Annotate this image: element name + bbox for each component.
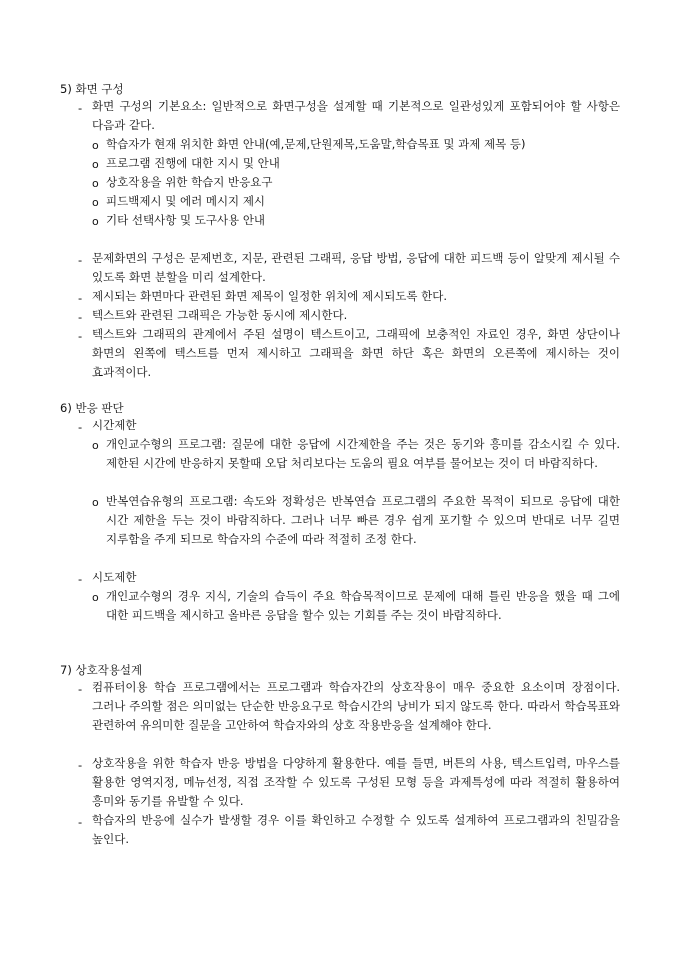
drill-time-limit-text: 반복연습유형의 프로그램: 속도와 정확성은 반복연습 프로그램의 주요한 목적이 되므로 응답에 대한 시간 제한을 두는 것이 바람직하다. 그러나 너무 빠른 경우 쉽게 포기할 수 있으며 반대로 너무 길면 지루함을 주게 되므로 학습자의 수준에 따라 적절히 조정 한다. (106, 494, 620, 546)
screen-element-tools: 기타 선택사항 및 도구사용 안내 (106, 213, 266, 227)
screen-title-position-text: 제시되는 화면마다 관련된 화면 제목이 일정한 위치에 제시되도록 한다. (92, 289, 448, 303)
dash-marker: - (78, 101, 83, 115)
text-graphic-simultaneous-text: 텍스트와 관련된 그래픽은 가능한 동시에 제시한다. (92, 308, 348, 322)
dash-marker: - (78, 758, 83, 772)
response-methods-text: 상호작용을 위한 학습자 반응 방법을 다양하게 활용한다. 예를 들면, 버튼의 사용, 텍스트입력, 마우스를 활용한 영역지정, 메뉴선정, 직접 조작할 수 있도록 구성된 모형 등을 과제특성에 따라 적절히 활용하여 흥미와 동기를 유발할 수 있다. (92, 756, 620, 808)
bullet-marker: o (92, 139, 99, 152)
screen-element-progress-guide: 프로그램 진행에 대한 지시 및 안내 (106, 156, 280, 170)
bullet-marker: o (92, 591, 99, 604)
screen-element-response-request: 상호작용을 위한 학습지 반응요구 (106, 175, 273, 189)
bullet-marker: o (92, 496, 99, 509)
time-limit-label: 시간제한 (92, 418, 137, 432)
screen-basic-elements-text: 화면 구성의 기본요소: 일반적으로 화면구성을 설계할 때 기본적으로 일관성있게 포함되어야 할 사항은 다음과 같다. (92, 99, 620, 132)
dash-marker: - (78, 291, 83, 305)
problem-screen-layout-text: 문제화면의 구성은 문제번호, 지문, 관련된 그래픽, 응답 방법, 응답에 대한 피드백 등이 알맞게 제시될 수 있도록 화면 분할을 미리 설계한다. (92, 251, 620, 284)
dash-marker: - (78, 329, 83, 343)
bullet-marker: o (92, 196, 99, 209)
section-6-heading: 6) 반응 판단 (60, 401, 124, 415)
screen-element-location-guide: 학습자가 현재 위치한 화면 안내(예,문제,단원제목,도움말,학습목표 및 과제 제목 등) (106, 137, 526, 151)
dash-marker: - (78, 253, 83, 267)
dash-marker: - (78, 310, 83, 324)
screen-element-feedback: 피드백제시 및 에러 메시지 제시 (106, 194, 266, 208)
tutorial-attempt-limit-text: 개인교수형의 경우 지식, 기술의 습득이 주요 학습목적이므로 문제에 대해 틀린 반응을 했을 때 그에 대한 피드백을 제시하고 올바른 응답을 할수 있는 기회를 주는 것이 바람직하다. (106, 589, 620, 622)
dash-marker: - (78, 682, 83, 696)
bullet-marker: o (92, 158, 99, 171)
error-correction-text: 학습자의 반응에 실수가 발생할 경우 이를 확인하고 수정할 수 있도록 설계하여 프로그램과의 친밀감을 높인다. (92, 813, 620, 846)
text-graphic-relation-text: 텍스트와 그래픽의 관계에서 주된 설명이 텍스트이고, 그래픽에 보충적인 자료인 경우, 화면 상단이나 화면의 왼쪽에 텍스트를 먼저 제시하고 그래픽을 화면 하단 혹은 화면의 오른쪽에 제시하는 것이 효과적이다. (92, 327, 620, 379)
section-7-heading: 7) 상호작용설계 (60, 663, 143, 677)
tutorial-time-limit-text: 개인교수형의 프로그램: 질문에 대한 응답에 시간제한을 주는 것은 동기와 흥미를 감소시킬 수 있다. 제한된 시간에 반응하지 못할때 오답 처리보다는 도움의 필요 여부를 물어보는 것이 더 바람직하다. (106, 437, 620, 470)
bullet-marker: o (92, 215, 99, 228)
dash-marker: - (78, 420, 83, 434)
bullet-marker: o (92, 177, 99, 190)
dash-marker: - (78, 572, 83, 586)
dash-marker: - (78, 815, 83, 829)
interaction-importance-text: 컴퓨터이용 학습 프로그램에서는 프로그램과 학습자간의 상호작용이 매우 중요한 요소이며 장점이다. 그러나 주의할 점은 의미없는 단순한 반응요구로 학습시간의 낭비가 되지 않도록 한다. 따라서 학습목표와 관련하여 유의미한 질문을 고안하여 학습자와의 상호 작용반응을 설계해야 한다. (92, 680, 620, 732)
bullet-marker: o (92, 439, 99, 452)
attempt-limit-label: 시도제한 (92, 570, 137, 584)
section-5-heading: 5) 화면 구성 (60, 82, 124, 96)
